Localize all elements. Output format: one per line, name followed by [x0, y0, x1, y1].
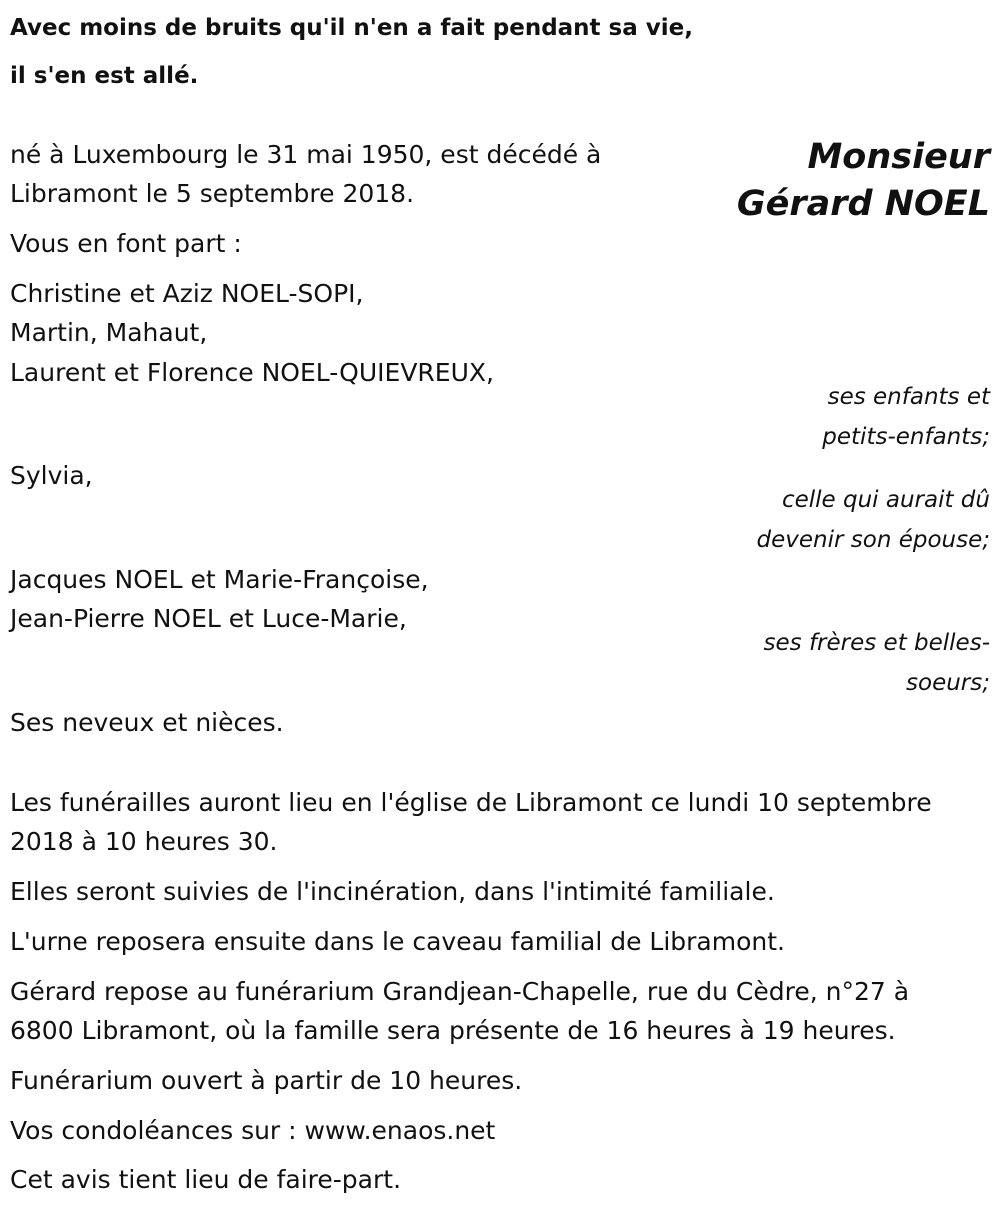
- funeral-line-2: 2018 à 10 heures 30.: [10, 827, 278, 856]
- deceased-title: Monsieur: [807, 137, 990, 177]
- urn-text: L'urne reposera ensuite dans le caveau familial de Libramont.: [10, 927, 785, 956]
- children-relation: ses enfants et: [827, 384, 990, 410]
- deceased-name: Gérard NOEL: [736, 184, 990, 224]
- siblings-relation: soeurs;: [906, 670, 990, 696]
- siblings-relation: ses frères et belles-: [763, 630, 990, 656]
- epigraph-line-1: Avec moins de bruits qu'il n'en a fait pendant sa vie,: [10, 15, 693, 41]
- cremation-text: Elles seront suivies de l'incinération, dans l'intimité familiale.: [10, 877, 775, 906]
- family-partner: Sylvia,: [10, 461, 93, 490]
- funeral-home-line-2: 6800 Libramont, où la famille sera présente de 16 heures à 19 heures.: [10, 1016, 896, 1045]
- epigraph-line-2: il s'en est allé.: [10, 63, 199, 89]
- family-siblings-line: Jean-Pierre NOEL et Luce-Marie,: [10, 604, 407, 633]
- notice-text: Cet avis tient lieu de faire-part.: [10, 1165, 402, 1194]
- partner-relation: devenir son épouse;: [756, 527, 990, 553]
- birth-death-line-2: Libramont le 5 septembre 2018.: [10, 179, 415, 208]
- funeral-home-line-1: Gérard repose au funérarium Grandjean-Chapelle, rue du Cèdre, n°27 à: [10, 977, 910, 1006]
- family-children-line: Christine et Aziz NOEL-SOPI,: [10, 279, 364, 308]
- family-children-line: Laurent et Florence NOEL-QUIEVREUX,: [10, 358, 494, 387]
- family-children-line: Martin, Mahaut,: [10, 318, 208, 347]
- partner-relation: celle qui aurait dû: [781, 487, 990, 513]
- birth-death-line-1: né à Luxembourg le 31 mai 1950, est décédé à: [10, 140, 602, 169]
- family-siblings-line: Jacques NOEL et Marie-Françoise,: [10, 565, 429, 594]
- opening-hours: Funérarium ouvert à partir de 10 heures.: [10, 1066, 523, 1095]
- condolences-text: Vos condoléances sur : www.enaos.net: [10, 1116, 496, 1145]
- announce-text: Vous en font part :: [10, 229, 242, 258]
- family-nephews: Ses neveux et nièces.: [10, 708, 284, 737]
- children-relation: petits-enfants;: [822, 424, 990, 450]
- funeral-line-1: Les funérailles auront lieu en l'église de Libramont ce lundi 10 septembre: [10, 788, 932, 817]
